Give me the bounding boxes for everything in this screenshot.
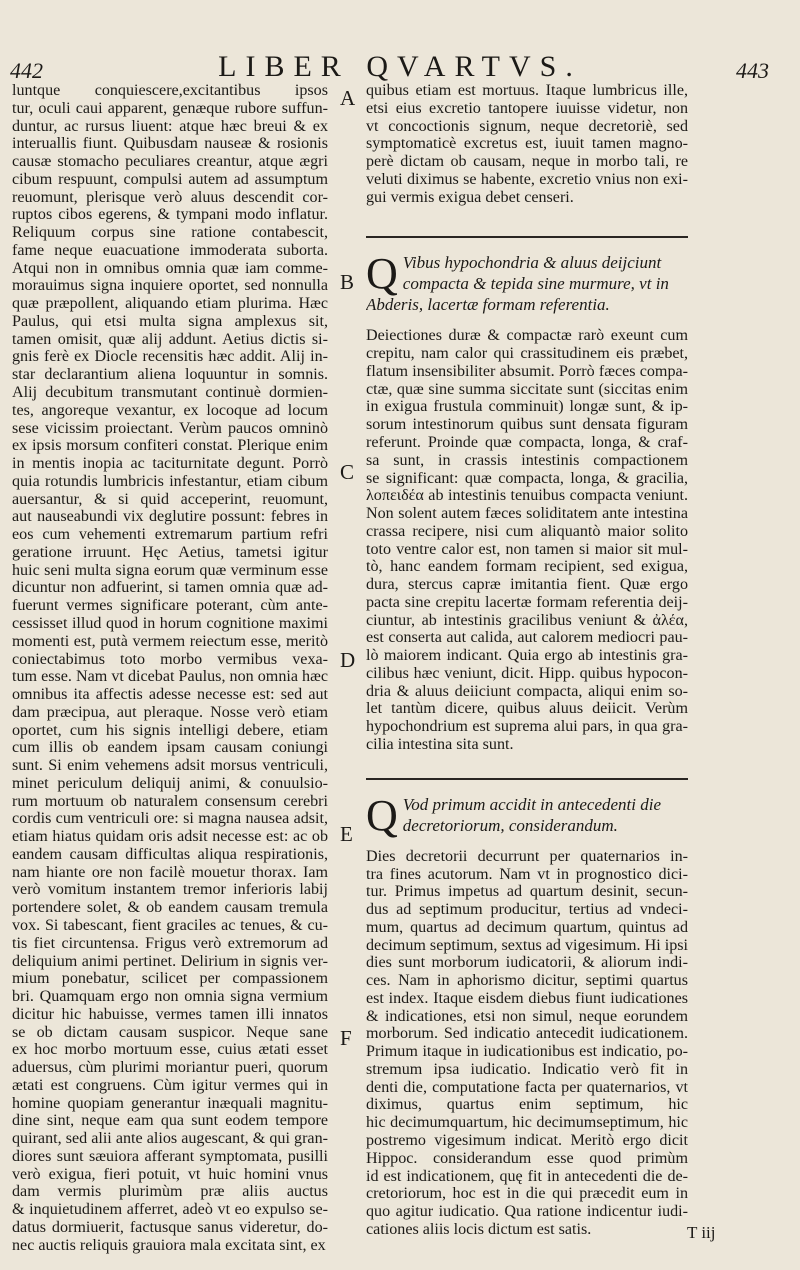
- margin-letter-b: B: [340, 270, 355, 294]
- text-line: gui vermis exigua debet censeri.: [366, 188, 574, 206]
- text-line: nam hiante ore non facilè mouetur thorax. Iam: [12, 863, 328, 881]
- text-line: fuerunt vermes significare poterant, cùm ante-: [12, 597, 328, 615]
- text-line: dam præcipua, aut pleraque. Nosse verò etiam: [12, 703, 328, 721]
- text-line: Paulus, qui etsi multa signa amplexus sit,: [12, 312, 328, 330]
- text-line: diores sunt sæuiora afferant symptomata, pusilli: [12, 1147, 328, 1165]
- text-line: hypochondrium est suprema alui pars, in qua gra-: [366, 718, 688, 736]
- text-line: perè dictam ob causam, neque in morbo tali, re: [366, 153, 688, 171]
- text-line: ciuntur, ab intestinis gracilibus veniunt & ἀλέα,: [366, 611, 688, 629]
- text-line: quibus etiam est mortuus. Itaque lumbricus ille,: [366, 82, 688, 99]
- text-line: geratione irruunt. Hęc Aetius, tametsi igitur: [12, 543, 328, 561]
- text-line: coniectabimus toto morbo vermibus vexa-: [12, 650, 328, 668]
- text-line: hic decimumquartum, hic decimumseptimum, hic: [366, 1114, 688, 1132]
- text-line: dus ad septimum producitur, tertius ad vndeci-: [366, 901, 688, 919]
- text-line: postremo vigesimum indicat. Meritò ergo dicit: [366, 1132, 688, 1150]
- drop-cap-q: Q: [366, 790, 398, 840]
- text-line: Dies decretorii decurrunt per quaternarios in-: [366, 847, 688, 865]
- text-line: flatum insensibiliter absumit. Porrò fæces compa-: [366, 362, 688, 380]
- text-line: λοπειδέα ab intestinis tenuibus compacta veniunt.: [366, 487, 688, 505]
- text-line: aut nauseabundi vix deglutire possunt: febres in: [12, 508, 328, 526]
- margin-letter-f: F: [340, 1026, 352, 1050]
- margin-letter-c: C: [340, 460, 355, 484]
- text-line: rum mortuum ob naturalem consensum cerebri: [12, 792, 328, 810]
- text-line: quia rotundis lumbricis infestantur, etiam cibum: [12, 472, 328, 490]
- text-line: tamen omisit, quæ alij addunt. Aetius dictis si-: [12, 330, 328, 348]
- text-line: tum esse. Nam vt dicebat Paulus, non omnia hæc: [12, 668, 328, 686]
- text-line: morauimus signa inquiere oportet, sed nonnulla: [12, 277, 328, 295]
- text-line: cationes aliis locis dictum est satis.: [366, 1220, 592, 1238]
- text-line: tò, hanc eandem formam recipient, sed exigua,: [366, 558, 688, 576]
- text-line: Non solent autem fæces soliditatem ante intestina: [366, 505, 688, 523]
- text-line: aduersus, cùm plurimi moriantur pueri, quorum: [12, 1059, 328, 1077]
- text-line: cilia intestina sita sunt.: [366, 735, 514, 753]
- text-line: se significant: quæ compacta, longa, & gracilia,: [366, 469, 688, 487]
- text-line: deliquium animi pertinet. Delirium in signis ver-: [12, 952, 328, 970]
- text-line: decretoriorum, considerandum.: [402, 815, 618, 835]
- section-body-hypochondria: [366, 327, 688, 753]
- text-line: dicuntur non adfuerint, si tamen omnia quæ ad-: [12, 579, 328, 597]
- text-line: Atqui non in omnibus omnia quæ iam comme-: [12, 259, 328, 277]
- text-line: toto ventre calor est, non tamen si maior sit mul-: [366, 540, 688, 558]
- text-line: cilibus hæc veniunt, dicit. Hipp. quibus hypocon-: [366, 664, 688, 682]
- text-line: fame neque euacuatione immoderata suborta.: [12, 241, 328, 259]
- text-line: auersantur, & si quid acceperint, reuomunt,: [12, 490, 328, 508]
- text-line: denti die, computatione facta per quaternarios, vt: [366, 1078, 688, 1096]
- section-heading-hypochondria: [366, 249, 688, 315]
- text-line: veluti diximus se habente, excretio vnius non exi-: [366, 170, 688, 188]
- text-line: compacta & tepida sine murmure, vt in: [402, 274, 669, 294]
- section-heading-decretoriorum: [366, 790, 688, 840]
- text-line: se ob dictam causam suspicor. Neque sane: [12, 1023, 328, 1041]
- text-line: vt concoctionis signum, neque decretoriè, sed: [366, 117, 688, 135]
- text-line: datus dormiuerit, factusque sanus videretur, do-: [12, 1219, 328, 1236]
- text-line: referunt. Proinde quæ compacta, longa, & craf-: [366, 433, 688, 451]
- text-line: causæ stomacho peculiares creantur, atque ægri: [12, 153, 328, 171]
- text-line: ctæ, quæ sine summa siccitate sunt (siccitas enim: [366, 380, 688, 398]
- text-line: tur, oculi caui apparent, genæque rubore suffun-: [12, 99, 328, 117]
- text-line: mium ponebatur, scilicet per compassionem: [12, 970, 328, 988]
- text-line: tes, angoreque vexantur, ex locoque ad locum: [12, 401, 328, 419]
- left-text-column: [12, 82, 328, 1255]
- text-line: verò vomitum instantem tremor inferioris labij: [12, 881, 328, 899]
- text-line: pacta sine crepitu lacertæ formam referentia deij-: [366, 593, 688, 611]
- text-line: etiam hiatus quidam oris adsit necesse est: ac ob: [12, 828, 328, 846]
- text-line: ætati est congruens. Cùm igitur vermes qui in: [12, 1076, 328, 1094]
- text-line: in mentis inopia ac taciturnitate degunt. Porrò: [12, 455, 328, 473]
- text-line: Reliquum corpus sine ratione contabescit,: [12, 224, 328, 242]
- margin-letter-a: A: [340, 86, 356, 110]
- page-number-right: 443: [736, 58, 769, 83]
- text-line: quæ præpollent, aliquando etiam plurima. Hæc: [12, 295, 328, 313]
- text-line: Hippoc. considerandum esse quod primùm: [366, 1149, 688, 1167]
- text-line: huic seni multa signa eorum quæ verminum esse: [12, 561, 328, 579]
- text-line: Alij decubitum transmutant continuè dormien-: [12, 384, 328, 402]
- text-line: & indicationes, etsi non simul, neque eorundem: [366, 1007, 688, 1025]
- text-line: eandem causam difficultas aliqua respirationis,: [12, 845, 328, 863]
- text-line: dam vermis plurimùm præ aliis auctus: [12, 1183, 328, 1201]
- text-line: verò exigua, fieri potuit, vt huic homini vnus: [12, 1165, 328, 1183]
- text-line: diximus, quartus enim septimum, hic: [366, 1096, 688, 1114]
- text-line: Deiectiones duræ & compactæ rarò exeunt cum: [366, 327, 688, 345]
- text-line: ex hoc morbo mortuum esse, cuius ætati esset: [12, 1041, 328, 1059]
- text-line: luntque conquiescere,excitantibus ipsos: [12, 82, 328, 99]
- text-line: cessisset illud quod in horum cognitione maximi: [12, 614, 328, 632]
- text-line: est conserta aut calida, aut calorem mediocri pau-: [366, 629, 688, 647]
- margin-letter-e: E: [340, 822, 353, 846]
- text-line: star declarantium aliena loquuntur in somnis.: [12, 366, 328, 384]
- text-line: eos cum vehementi extremarum partium refri: [12, 526, 328, 544]
- drop-cap-q: Q: [366, 249, 398, 299]
- text-line: & inquietudinem afferret, adeò vt eo expulso se-: [12, 1201, 328, 1219]
- page-number-left: 442: [10, 58, 43, 83]
- text-line: cordis cum ventriculi ore: si magna nausea adsit,: [12, 810, 328, 828]
- text-line: tra fines acutorum. Nam vt in prognostico dici-: [366, 865, 688, 883]
- right-text-column: [366, 82, 688, 1239]
- text-line: nec auctis reliquis grauiora mala excitata sint, ex: [12, 1236, 326, 1254]
- text-line: reuomunt, plerisque verò aluus descendit cor-: [12, 188, 328, 206]
- running-title: LIBER QVARTVS.: [218, 50, 582, 83]
- text-line: momenti est, putà vermem reiectum esse, meritò: [12, 632, 328, 650]
- text-line: duntur, ac rursus liuent: atque hæc breui & ex: [12, 117, 328, 135]
- text-line: vox. Si tabescant, fient graciles ac tenues, & cu-: [12, 916, 328, 934]
- text-line: dies sunt morborum iudicatorii, & aliorum indi-: [366, 954, 688, 972]
- text-line: ex ipsis morsum confiteri constat. Plerique enim: [12, 437, 328, 455]
- text-line: morborum. Sed indicatio antecedit iudicationem.: [366, 1025, 688, 1043]
- text-line: id est indicationem, quę fit in antecedenti die de-: [366, 1167, 688, 1185]
- text-line: ces. Nam in aphorismo dicitur, septimi quartus: [366, 972, 688, 990]
- text-line: etsi eius excretio tantopere iuuisse videtur, non: [366, 99, 688, 117]
- text-line: lò maiorem indicant. Quia ergo ab intestinis gra-: [366, 647, 688, 665]
- text-line: quirant, sed alii ante alios augescant, & qui gran-: [12, 1130, 328, 1148]
- text-line: bri. Quamquam ergo non omnia signa vermium: [12, 988, 328, 1006]
- text-line: dura, stercus capræ imitantia fient. Quæ ergo: [366, 576, 688, 594]
- signature-mark: T iij: [687, 1223, 716, 1242]
- text-line: sa sunt, in crassis intestinis compactionem: [366, 451, 688, 469]
- text-line: decimum septimum, sextus ad vigesimum. Hi ipsi: [366, 936, 688, 954]
- margin-letter-d: D: [340, 648, 356, 672]
- text-line: Vod primum accidit in antecedenti die: [402, 794, 662, 814]
- text-line: cretoriorum, hoc est in die qui præcedit eum in: [366, 1185, 688, 1203]
- text-line: Vibus hypochondria & aluus deijciunt: [402, 253, 662, 273]
- text-line: oportet, cum his signis intelligi debere, etiam: [12, 721, 328, 739]
- text-line: sese vicissim proiectant. Verùm paucos omninò: [12, 419, 328, 437]
- text-line: let tantùm dicere, quibus aluus deiicit. Verùm: [366, 700, 688, 718]
- text-line: mum, quartus ad decimum quartum, quintus ad: [366, 918, 688, 936]
- text-line: in exigua frustula comminuit) longæ sunt, & ip-: [366, 398, 688, 416]
- text-line: Abderis, lacertæ formam referentia.: [366, 295, 610, 315]
- text-line: cum illis ob eandem ipsam causam coniungi: [12, 739, 328, 757]
- text-line: portendere solet, & ob eandem causam tremula: [12, 899, 328, 917]
- text-line: crassa recipere, nisi cum aliquantò maior solito: [366, 522, 688, 540]
- right-opening-paragraph: [366, 82, 688, 206]
- text-line: est index. Itaque eisdem diebus fiunt iudicationes: [366, 989, 688, 1007]
- text-line: dria & aluus deiiciunt compacta, aliqui enim so-: [366, 682, 688, 700]
- text-line: gnis ferè ex Diocle recensitis hæc addit. Alij in-: [12, 348, 328, 366]
- text-line: Primum itaque in iudicationibus est indicatio, po-: [366, 1043, 688, 1061]
- text-line: sunt. Si enim vehemens adsit morsus ventriculi,: [12, 757, 328, 775]
- text-line: sorum intestinorum quibus sunt densata figuram: [366, 416, 688, 434]
- text-line: minet periculum deliquij animi, & conuulsio-: [12, 774, 328, 792]
- text-line: ruptos cibos egerens, & tympani modo inflatur.: [12, 206, 328, 224]
- text-line: quo agitur iudicatio. Qua ratione indicentur iudi-: [366, 1203, 688, 1221]
- text-line: tur. Primus impetus ad quartum desinit, secun-: [366, 883, 688, 901]
- text-line: stremum ipsa iudicatio. Indicatio verò fit in: [366, 1060, 688, 1078]
- text-line: symptomaticè excretus est, iuuit tamen magno-: [366, 135, 688, 153]
- text-line: omnibus ita affectis adesse necesse est: sed aut: [12, 686, 328, 704]
- text-line: homine quopiam generantur inæquali magnitu-: [12, 1094, 328, 1112]
- section-body-decretoriorum: [366, 848, 688, 1239]
- text-line: interuallis fiunt. Quibusdam nauseæ & rosionis: [12, 135, 328, 153]
- text-line: cibum respuunt, compulsi autem ad assumptum: [12, 170, 328, 188]
- text-line: dicitur hic habuisse, vermes tamen illi innatos: [12, 1005, 328, 1023]
- text-line: dine sint, neque eam qua sunt eodem tempore: [12, 1112, 328, 1130]
- text-line: tis fiet circuntensa. Frigus verò extremorum ad: [12, 934, 328, 952]
- text-line: crepitu, nam calor qui crassitudinem eis præbet,: [366, 345, 688, 363]
